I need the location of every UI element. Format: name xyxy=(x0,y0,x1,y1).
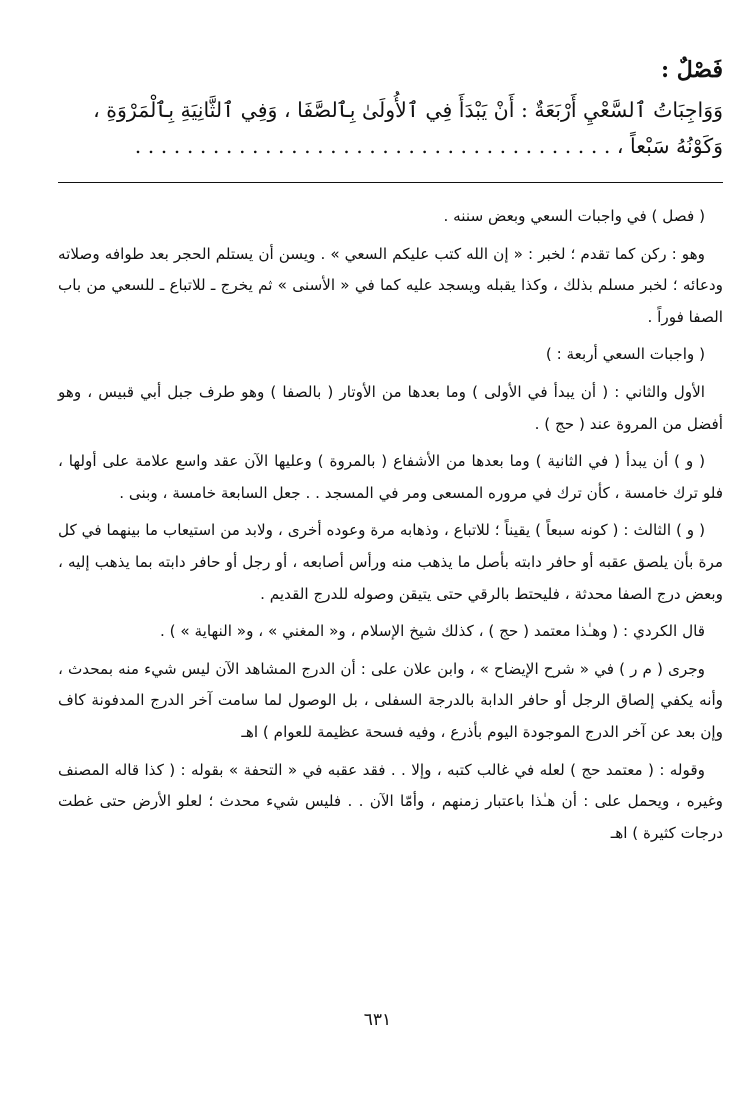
commentary-paragraph: ( و ) الثالث : ( كونه سبعاً ) يقيناً ؛ للاتباع ، وذهابه مرة وعوده أخرى ، ولابد من استيعاب ما بينهما في كل مرة بأن يلصق عقبه أو حافر دابته بأصل ما يذهب منه ورأس أصابعه ، أو رجل أو حافر دابته بما يذهب إليه ، وبعض درج الصفا محدثة ، فليحتط بالرقي حتى يتيقن وصوله للدرج القديم . xyxy=(58,521,723,603)
commentary-paragraph: وجرى ( م ر ) في « شرح الإيضاح » ، وابن علان على : أن الدرج المشاهد الآن ليس شيء منه بمحدث ، وأنه يكفي إلصاق الرجل أو حافر الدابة بالدرجة السفلى ، بل الوصول لما سامت آخر الدرج المدفونة كاف وإن بعد عن آخر الدرج الموجودة اليوم بأذرع ، وفيه فسحة عظيمة للعوام ) اهـ xyxy=(58,659,723,741)
commentary xyxy=(58,201,723,849)
commentary-paragraph: ( و ) أن يبدأ ( في الثانية ) وما بعدها من الأشفاع ( بالمروة ) وعليها الآن عقد واسع علامة على أولها ، فلو ترك خامسة ، كأن ترك في مروره المسعى ومر في المسجد . . جعل السابعة خامسة ، وبنى . xyxy=(58,452,723,502)
commentary-paragraph: وهو : ركن كما تقدم ؛ لخبر : « إن الله كتب عليكم السعي » . ويسن أن يستلم الحجر بعد طوافه وصلاته ودعائه ؛ لخبر مسلم بذلك ، وكذا يقبله ويسجد عليه كما في « الأسنى » ثم يخرج ـ للاتباع ـ للسعي من باب الصفا فوراً . xyxy=(58,244,723,326)
commentary-paragraph: الأول والثاني : ( أن يبدأ في الأولى ) وما بعدها من الأوتار ( بالصفا ) وهو طرف جبل أبي قبيس ، وهو أفضل من المروة عند ( حج ) . xyxy=(58,382,723,433)
page-body xyxy=(58,52,723,855)
commentary-paragraph: قال الكردي : ( وهـٰذا معتمد ( حج ) ، كذلك شيخ الإسلام ، و« المغني » ، و« النهاية » ) . xyxy=(160,622,705,641)
page-number: ٦٣١ xyxy=(363,1010,392,1030)
section-heading: فَصْلٌ : xyxy=(660,57,723,83)
divider xyxy=(58,182,723,183)
matn-text xyxy=(58,92,723,164)
commentary-paragraph: وقوله : ( معتمد حج ) لعله في غالب كتبه ، وإلا . . فقد عقبه في « التحفة » بقوله : ( كذا قاله المصنف وغيره ، ويحمل على : أن هـٰذا باعتبار زمنهم ، وأمّا الآن . . فليس شيء محدث ؛ لعلو الأرض حتى غطت درجات كثيرة ) اهـ xyxy=(58,760,723,842)
matn-line-2: وَكَوْنُهُ سَبْعاً ، . . . . . . . . . . . . . . . . . . . . . . . . . . . . . . . . . . . . . xyxy=(134,134,723,158)
commentary-paragraph: ( واجبات السعي أربعة : ) xyxy=(545,345,705,364)
commentary-paragraph: ( فصل ) في واجبات السعي وبعض سننه . xyxy=(443,207,705,225)
matn-line-1: وَوَاجِبَاتُ ٱلسَّعْيِ أَرْبَعَةٌ : أَنْ يَبْدَأَ فِي ٱلأُولَىٰ بِٱلصَّفَا ، وَفِي ٱلثَّانِيَةِ بِٱلْمَرْوَةِ ، xyxy=(93,98,723,122)
